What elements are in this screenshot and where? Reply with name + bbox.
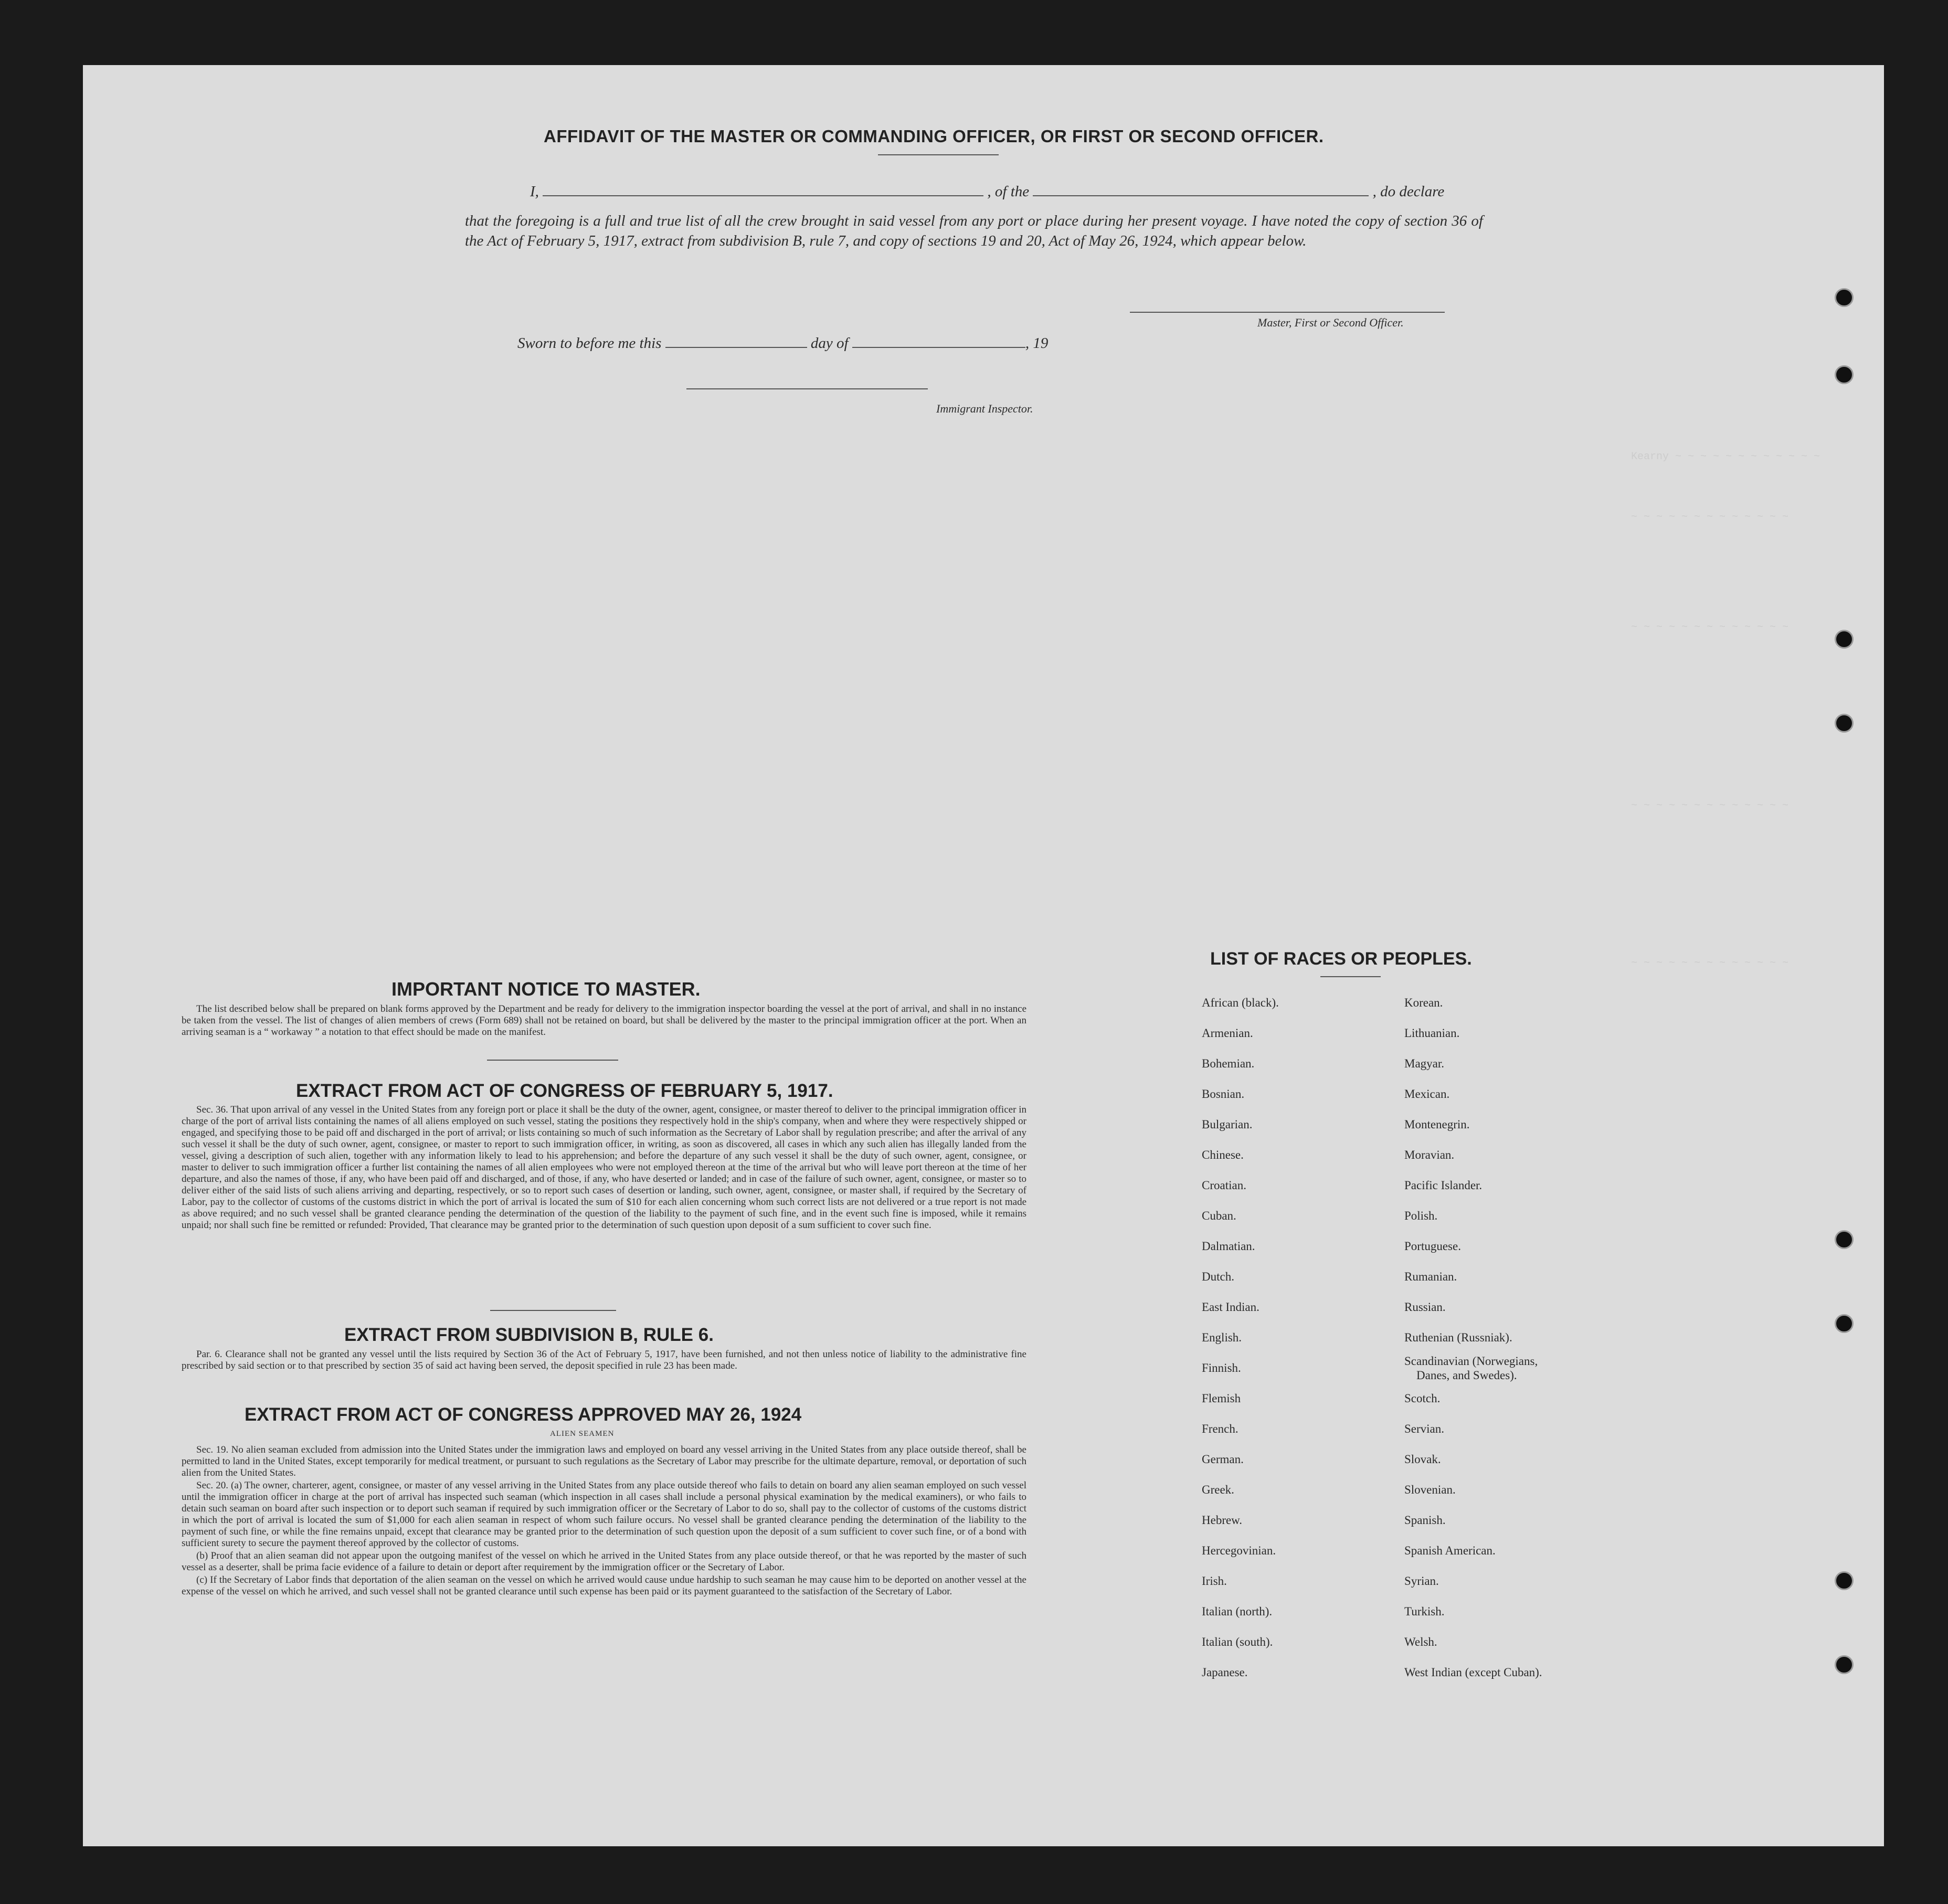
race-item: Slovak.: [1404, 1453, 1441, 1466]
race-item: German.: [1202, 1453, 1244, 1466]
race-item: West Indian (except Cuban).: [1404, 1666, 1542, 1679]
races-right-column: [1404, 988, 1542, 1688]
race-item: Montenegrin.: [1404, 1118, 1470, 1131]
affidavit-title-rule: [878, 154, 999, 155]
races-title-rule: [1320, 976, 1381, 977]
extract-rule6-title: EXTRACT FROM SUBDIVISION B, RULE 6.: [344, 1325, 714, 1345]
race-item: Magyar.: [1404, 1057, 1445, 1070]
sworn-month-field[interactable]: [852, 347, 1025, 348]
race-item: Bulgarian.: [1202, 1118, 1253, 1131]
race-item: Italian (south).: [1202, 1635, 1273, 1648]
race-item: Greek.: [1202, 1483, 1234, 1496]
race-item: Rumanian.: [1404, 1270, 1457, 1283]
affidavit-title: AFFIDAVIT OF THE MASTER OR COMMANDING OFFICER, OR FIRST OR SECOND OFFICER.: [544, 126, 1324, 146]
of-the-label: , of the: [987, 183, 1030, 200]
extract-1924-sec20c: (c) If the Secretary of Labor finds that deportation of the alien seaman on the vessel on which he arrived would cause undue hardship to such seaman he may cause him to be deported on another vessel at the expense of the vessel on which he arrived, and such vessel shall not be granted clearance until such expense has been paid or its payment guaranteed to the satisfaction of the Secretary of Labor.: [182, 1574, 1026, 1597]
binder-hole: [1835, 1314, 1854, 1333]
race-item: Chinese.: [1202, 1148, 1244, 1161]
race-item: Armenian.: [1202, 1027, 1253, 1040]
binder-hole: [1835, 288, 1854, 307]
signature-label: Master, First or Second Officer.: [1257, 316, 1404, 329]
race-item: Hebrew.: [1202, 1514, 1243, 1527]
notice-title: IMPORTANT NOTICE TO MASTER.: [391, 978, 701, 1000]
race-item: Cuban.: [1202, 1209, 1236, 1222]
race-item: Dalmatian.: [1202, 1240, 1255, 1253]
binder-hole: [1835, 1571, 1854, 1590]
race-item: Scotch.: [1404, 1392, 1441, 1405]
race-item: Polish.: [1404, 1209, 1438, 1222]
race-item: Moravian.: [1404, 1148, 1455, 1161]
extract-1924-sec19: Sec. 19. No alien seaman excluded from admission into the United States under the immigration laws and employed on board any vessel arriving in the United States from any place outside thereof, shall be permitted to land in the United States, except temporarily for medical treatment, or pursuant to such regulations as the Secretary of Labor may prescribe for the ultimate departure, removal, or deportation of such alien from the United States.: [182, 1444, 1026, 1478]
race-item: Flemish: [1202, 1392, 1241, 1405]
race-item: Russian.: [1404, 1300, 1446, 1314]
race-item: Turkish.: [1404, 1605, 1445, 1618]
extract-rule6-text: [182, 1349, 1026, 1373]
race-item: Finnish.: [1202, 1361, 1241, 1374]
race-item: Pacific Islander.: [1404, 1179, 1483, 1192]
extract-1924-sec20a: Sec. 20. (a) The owner, charterer, agent, consignee, or master of any vessel arriving in the United States from any place outside thereof who fails to detain on board any alien seaman employed on such vessel until the immigration officer in charge at the port of arrival has inspected such seaman (which inspection in all cases shall include a personal physical examination by the medical examiners), or who fails to detain such seaman on board after such inspection or to deport such seaman if required by such immigration officer or the Secretary of Labor to do so, shall pay to the collector of customs of the customs district in which the port of arrival is located the sum of $1,000 for each alien seaman in respect of whom such failure occurs. No vessel shall be granted clearance pending the determination of the liability to the payment of such fine, or while the fine remains unpaid, except that clearance may be granted prior to the determination of such question upon the deposit of a sum sufficient to cover such fine, or of a bond with sufficient surety to secure the payment thereof approved by the collector of customs.: [182, 1480, 1026, 1549]
races-title: LIST OF RACES OR PEOPLES.: [1210, 949, 1472, 969]
declaration-body: that the foregoing is a full and true list of all the crew brought in said vessel from any port or place during her present voyage. I have noted the copy of section 36 of the Act of February 5, 1917, extract from subdivision B, rule 7, and copy of sections 19 and 20, Act of May 26, 1924, which appear below.: [465, 213, 1483, 249]
declarant-name-field[interactable]: [543, 195, 983, 196]
extract-1917-paragraph: Sec. 36. That upon arrival of any vessel in the United States from any foreign port or place it shall be the duty of the owner, agent, consignee, or master thereof to deliver to the principal immigration officer in charge of the port of arrival lists containing the names of all aliens employed on such vessel, stating the positions they respectively hold in the ship's company, when and where they were respectively shipped or engaged, and specifying those to be paid off and discharged in the port of arrival; or lists containing so much of such information as the Secretary of Labor shall by regulation prescribe; and after the arrival of any such vessel it shall be the duty of such owner, agent, consignee, or master to report to such immigration officer, in writing, as soon as discovered, all cases in which any such alien has illegally landed from the vessel, giving a description of such alien, together with any information likely to lead to his apprehension; and before the departure of any such vessel it shall be the duty of such owner, agent, consignee, or master to deliver to such immigration officer a further list containing the names of all alien employees who were not employed thereon at the time of the arrival but who will leave port thereon at the time of her departure, and also the names of those, if any, who have been paid off and discharged, and of those, if any, who have deserted or landed; and in case of the failure of such owner, agent, consignee, or master so to deliver either of the said lists of such aliens arriving and departing, respectively, or so to report such cases of desertion or landing, such owner, agent, consignee, or master shall, if required by the Secretary of Labor, pay to the collector of customs of the customs district in which the port of arrival is located the sum of $10 for each alien concerning whom such correct lists are not delivered or a true report is not made as above required; and no such vessel shall be granted clearance pending the determination of the question of the liability to the payment of such fine, and in the event such fine is imposed, while it remains unpaid; nor shall such fine be remitted or refunded: Provided, That clearance may be granted prior to the determination of such question upon deposit of a sum sufficient to cover such fine.: [182, 1104, 1026, 1231]
binder-hole: [1835, 365, 1854, 384]
year-label: , 19: [1025, 335, 1049, 352]
race-item: Irish.: [1202, 1574, 1227, 1588]
extract-rule6-paragraph: Par. 6. Clearance shall not be granted any vessel until the lists required by Section 36 of the Act of February 5, 1917, have been furnished, and not then unless notice of liability to the administrative fine prescribed by said section or to that prescribed by section 35 of said act having been served, the deposit specified in rule 23 has been made.: [182, 1349, 1026, 1371]
binder-hole: [1835, 714, 1854, 733]
race-item: Welsh.: [1404, 1635, 1437, 1648]
declaration-line: [530, 183, 1444, 200]
race-item: Italian (north).: [1202, 1605, 1273, 1618]
notice-rule: [487, 1060, 618, 1061]
do-declare-label: , do declare: [1372, 183, 1445, 200]
extract-1924-subtitle: ALIEN SEAMEN: [550, 1430, 615, 1438]
race-item: Syrian.: [1404, 1574, 1439, 1588]
extract-1924-title: EXTRACT FROM ACT OF CONGRESS APPROVED MAY 26, 1924: [245, 1404, 802, 1425]
race-item: Portuguese.: [1404, 1240, 1461, 1253]
race-item: Croatian.: [1202, 1179, 1246, 1192]
race-item: Bohemian.: [1202, 1057, 1255, 1070]
race-item: Hercegovinian.: [1202, 1544, 1276, 1557]
document-page: Kearny ~ ~ ~ ~ ~ ~ ~ ~ ~ ~ ~ ~ ~ ~ ~ ~ ~ ~ ~ ~ ~ ~ ~ ~ ~ ~ ~ ~ ~ ~ ~ ~ ~ ~ ~ ~ ~ ~ ~ ~ ~ ~ ~ ~ ~ ~ ~ ~ ~ ~ ~ ~ ~ ~ ~ ~ ~ ~ ~ ~ ~ ~ ~ ~ AFFIDAVIT OF THE MASTER OR COMMANDING OFFICER, OR FIRST OR SECOND OFFICER. I, , of the , do declare that the foregoing is a full and true list of all the crew brought in said vessel from any port or place during her present voyage. I have noted the copy of section 36 of the Act of February 5, 1917, extract from subdivision B, rule 7, and copy of sections 19 and 20, Act of May 26, 1924, which appear below. Master, First or Second Officer. Sworn to before me this day of , 19 Immigrant Inspector. IMPORTANT NOTICE TO MASTER. The list described below shall be prepared on blank forms approved by the Department and be ready for delivery to the immigration inspector boarding the vessel at the port of arrival, and shall in no instance be taken from the vessel. The list of changes of alien members of crews (Form 689) shall not be retained on board, but shall be delivered by the master to the principal immigration officer at the port. When an arriving seaman is a “ workaway ” a notation to that effect should be made on the manifest. EXTRACT FROM ACT OF CONGRESS OF FEBRUARY 5, 1917. Sec. 36. That upon arrival of any vessel in the United States from any foreign port or place it shall be the duty of the owner, agent, consignee, or master thereof to deliver to the principal immigration officer in charge of the port of arrival lists containing the names of all aliens employed on such vessel, stating the positions they respectively hold in the ship's company, when and where they were respectively shipped or engaged, and specifying those to be paid off and discharged in the port of arrival; or lists containing so much of such information as the Secretary of Labor shall by regulation prescribe; and after the arrival of any such vessel it shall be the duty of such owner, agent, consignee, or master to report to such immigration officer, in writing, as soon as discovered, all cases in which any such alien has illegally landed from the vessel, giving a description of such alien, together with any information likely to lead to his apprehension; and before the departure of any such vessel it shall be the duty of such owner, agent, consignee, or master to deliver to such immigration officer a further list containing the names of all alien employees who were not employed thereon at the time of the arrival but who will leave port thereon at the time of her departure, and also the names of those, if any, who have been paid off and discharged, and of those, if any, who have deserted or landed; and in case of the failure of such owner, agent, consignee, or master so to deliver either of the said lists of such aliens arriving and departing, respectively, or so to report such cases of desertion or landing, such owner, agent, consignee, or master shall, if required by the Secretary of Labor, pay to the collector of customs of the customs district in which the port of arrival is located the sum of $10 for each alien concerning whom such correct lists are not delivered or a true report is not made as above required; and no such vessel shall be granted clearance pending the determination of the question of the liability to the payment of such fine, and in the event such fine is imposed, while it remains unpaid; nor shall such fine be remitted or refunded: Provided, That clearance may be granted prior to the determination of such question upon deposit of a sum sufficient to cover such fine. EXTRACT FROM SUBDIVISION B, RULE 6. Par. 6. Clearance shall not be granted any vessel until the lists required by Section 36 of the Act of February 5, 1917, have been furnished, and not then unless notice of liability to the administrative fine prescribed by said section or to that prescribed by section 35 of said act having been served, the deposit specified in rule 23 has been made. EXTRACT FROM ACT OF CONGRESS APPROVED MAY 26, 1924 ALIEN SEAMEN Sec. 19. No alien seaman excluded from admission into the United States under the immigration laws and employed on board any vessel arriving in the United States from any place outside thereof, shall be permitted to land in the United States, except temporarily for medical treatment, or pursuant to such regulations as the Secretary of Labor may prescribe for the ultimate departure, removal, or deportation of such alien from the United States. Sec. 20. (a) The owner, charterer, agent, consignee, or master of any vessel arriving in the United States from any place outside thereof who fails to detain on board any alien seaman employed on such vessel until the immigration officer in charge at the port of arrival has inspected such seaman (which inspection in all cases shall include a personal physical examination by the medical examiners), or who fails to detain such seaman on board after such inspection or to deport such seaman if required by such immigration officer or the Secretary of Labor to do so, shall pay to the collector of customs of the customs district in which the port of arrival is located the sum of $1,000 for each alien seaman in respect of whom such failure occurs. No vessel shall be granted clearance pending the determination of the liability to the payment of such fine, or while the fine remains unpaid, except that clearance may be granted prior to the determination of such question upon the deposit of a sum sufficient to cover such fine, or of a bond with sufficient surety to secure the payment thereof approved by the collector of customs. (b) Proof that an alien seaman did not appear upon the outgoing manifest of the vessel on which he arrived in the United States from any place outside thereof, or that he was reported by the master of such vessel as a deserter, shall be prima facie evidence of a failure to detain or deport after requirement by the immigration officer or the Secretary of Labor. (c) If the Secretary of Labor finds that deportation of the alien seaman on the vessel on which he arrived would cause undue hardship to such seaman he may cause him to be deported on another vessel at the expense of the vessel on which he arrived, and such vessel shall not be granted clearance until such expense has been paid or its payment guaranteed to the satisfaction of the Secretary of Labor. LIST OF RACES OR PEOPLES. African (black). Armenian. Bohemian. Bosnian. Bulgarian. Chinese. Croatian. Cuban. Dalmatian. Dutch. East Indian. English. Finnish. Flemish French. German. Greek. Hebrew. Hercegovinian. Irish. Italian (north). Italian (south). Japanese. Korean. Lithuanian. Magyar. Mexican. Montenegrin. Moravian. Pacific Islander. Polish. Portuguese. Rumanian. Russian. Ruthenian (Russniak). Scandinavian (Norwegians, Danes, and Swedes). Scotch. Servian. Slovak. Slovenian. Spanish. Spanish American. Syrian. Turkish. Welsh. West Indian (except Cuban).: [83, 65, 1884, 1846]
binder-hole: [1835, 1230, 1854, 1249]
sworn-line: [517, 335, 1048, 352]
race-item: Scandinavian (Norwegians, Danes, and Swedes).: [1404, 1355, 1538, 1382]
race-item: Ruthenian (Russniak).: [1404, 1331, 1512, 1344]
race-item: African (black).: [1202, 996, 1279, 1009]
race-item: Japanese.: [1202, 1666, 1248, 1679]
sworn-day-field[interactable]: [665, 347, 807, 348]
race-item: Dutch.: [1202, 1270, 1234, 1283]
vessel-name-field[interactable]: [1033, 195, 1369, 196]
binder-hole: [1835, 630, 1854, 649]
race-item: Bosnian.: [1202, 1087, 1245, 1101]
race-item: Spanish American.: [1404, 1544, 1496, 1557]
inspector-signature-field[interactable]: [686, 388, 928, 389]
notice-text: [182, 1003, 1026, 1039]
race-item: Servian.: [1404, 1422, 1445, 1435]
extract-1917-title: EXTRACT FROM ACT OF CONGRESS OF FEBRUARY 5, 1917.: [296, 1081, 833, 1101]
extract-1917-text: [182, 1104, 1026, 1232]
race-item: English.: [1202, 1331, 1242, 1344]
extract-1917-rule: [490, 1310, 616, 1311]
race-item: Slovenian.: [1404, 1483, 1456, 1496]
race-item: East Indian.: [1202, 1300, 1259, 1314]
sworn-label: Sworn to before me this: [517, 335, 662, 352]
inspector-label: Immigrant Inspector.: [936, 402, 1033, 415]
race-item: Lithuanian.: [1404, 1027, 1460, 1040]
day-of-label: day of: [810, 335, 849, 352]
notice-paragraph: The list described below shall be prepared on blank forms approved by the Department and be ready for delivery to the immigration inspector boarding the vessel at the port of arrival, and shall in no instance be taken from the vessel. The list of changes of alien members of crews (Form 689) shall not be retained on board, but shall be delivered by the master to the principal immigration officer at the port. When an arriving seaman is a “ workaway ” a notation to that effect should be made on the manifest.: [182, 1003, 1026, 1038]
races-left-column: [1202, 988, 1279, 1688]
extract-1924-sec20b: (b) Proof that an alien seaman did not appear upon the outgoing manifest of the vessel on which he arrived in the United States from any place outside thereof, or that he was reported by the master of such vessel as a deserter, shall be prima facie evidence of a failure to detain or deport after requirement by the immigration officer or the Secretary of Labor.: [182, 1550, 1026, 1573]
signature-field[interactable]: [1130, 312, 1445, 313]
declarant-label: I,: [530, 183, 539, 200]
race-item: Korean.: [1404, 996, 1443, 1009]
race-item: French.: [1202, 1422, 1238, 1435]
race-item: Spanish.: [1404, 1514, 1446, 1527]
extract-1924-text: [182, 1444, 1026, 1599]
race-item: Mexican.: [1404, 1087, 1450, 1101]
binder-hole: [1835, 1655, 1854, 1674]
